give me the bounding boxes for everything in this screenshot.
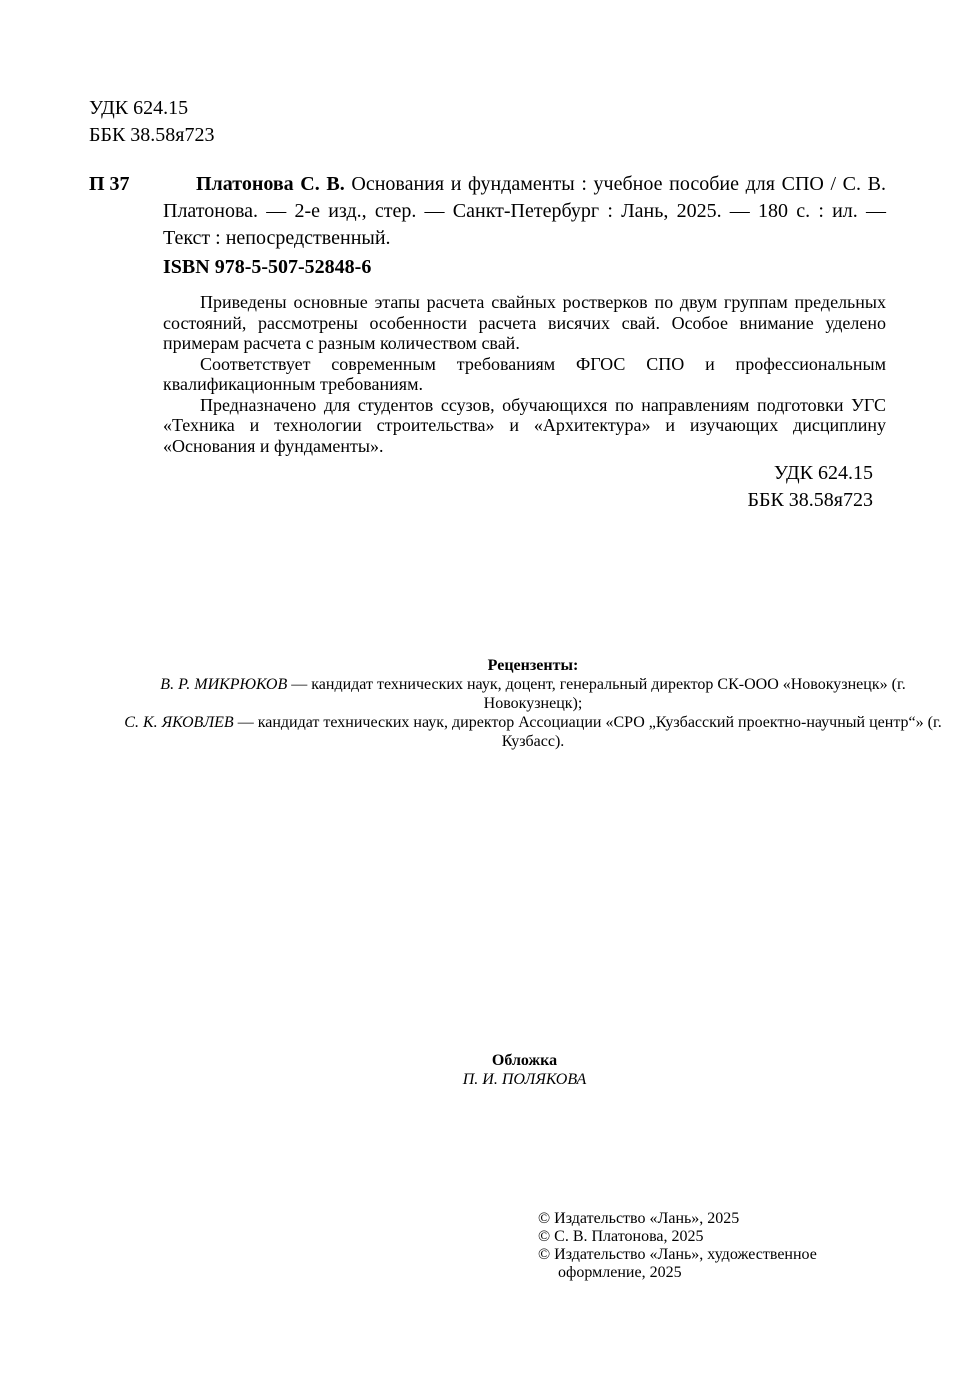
copyright-line: © Издательство «Лань», художественное — [538, 1246, 817, 1263]
reviewers-block — [120, 656, 946, 751]
abstract-paragraph: Соответствует современным требованиям ФГОС СПО и профессиональным квалификационным требованиям. — [163, 353, 886, 394]
reviewer-entry — [120, 713, 946, 751]
reviewer-entry — [120, 675, 946, 713]
classification-codes-top — [89, 95, 215, 149]
abstract-paragraph: Предназначено для студентов ссузов, обучающихся по направлениям подготовки УГС «Техника и технологии строительства» и «Архитектура» и изучающих дисциплину «Основания и фундаменты». — [163, 394, 886, 456]
author-mark: П 37 — [89, 173, 130, 195]
cover-credit — [0, 1051, 976, 1089]
copyright-line: © Издательство «Лань», 2025 — [538, 1210, 740, 1227]
reviewer-name: С. К. ЯКОВЛЕВ — [124, 714, 234, 731]
abstract-paragraph: Приведены основные этапы расчета свайных ростверков по двум группам предельных состояний, рассмотрены особенности расчета висячих свай. Особое внимание уделено примерам расчета с разным количеством свай. — [163, 292, 886, 353]
bbk-code: ББК 38.58я723 — [89, 124, 215, 146]
bibliographic-description — [163, 171, 886, 252]
reviewer-name: В. Р. МИКРЮКОВ — [160, 676, 288, 693]
cover-designer-name: П. И. ПОЛЯКОВА — [462, 1071, 587, 1088]
copyright-block — [538, 1210, 817, 1282]
reviewer-details: — кандидат технических наук, доцент, генеральный директор СК-ООО «Новокузнецк» (г. Новокузнецк); — [287, 676, 906, 712]
copyright-line-continued: оформление, 2025 — [558, 1264, 682, 1281]
reviewers-heading: Рецензенты: — [487, 657, 579, 674]
isbn: ISBN 978-5-507-52848-6 — [163, 256, 372, 278]
classification-codes-bottom — [747, 460, 873, 514]
author-name: Платонова С. В. — [196, 173, 345, 195]
bbk-code: ББК 38.58я723 — [747, 489, 873, 511]
udk-code: УДК 624.15 — [773, 462, 873, 484]
copyright-line: © С. В. Платонова, 2025 — [538, 1228, 704, 1245]
abstract — [163, 292, 886, 456]
reviewer-details: — кандидат технических наук, директор Ассоциации «СРО „Кузбасский проектно-научный центр“» (г. Кузбасс). — [233, 714, 942, 750]
cover-heading: Обложка — [491, 1052, 558, 1069]
description-text: Основания и фундаменты : учебное пособие для СПО / С. В. Платонова. — 2-е изд., стер. — Санкт-Петербург : Лань, 2025. — 180 с. : ил. — Текст : непосредственный. — [163, 173, 886, 249]
udk-code: УДК 624.15 — [89, 97, 189, 119]
